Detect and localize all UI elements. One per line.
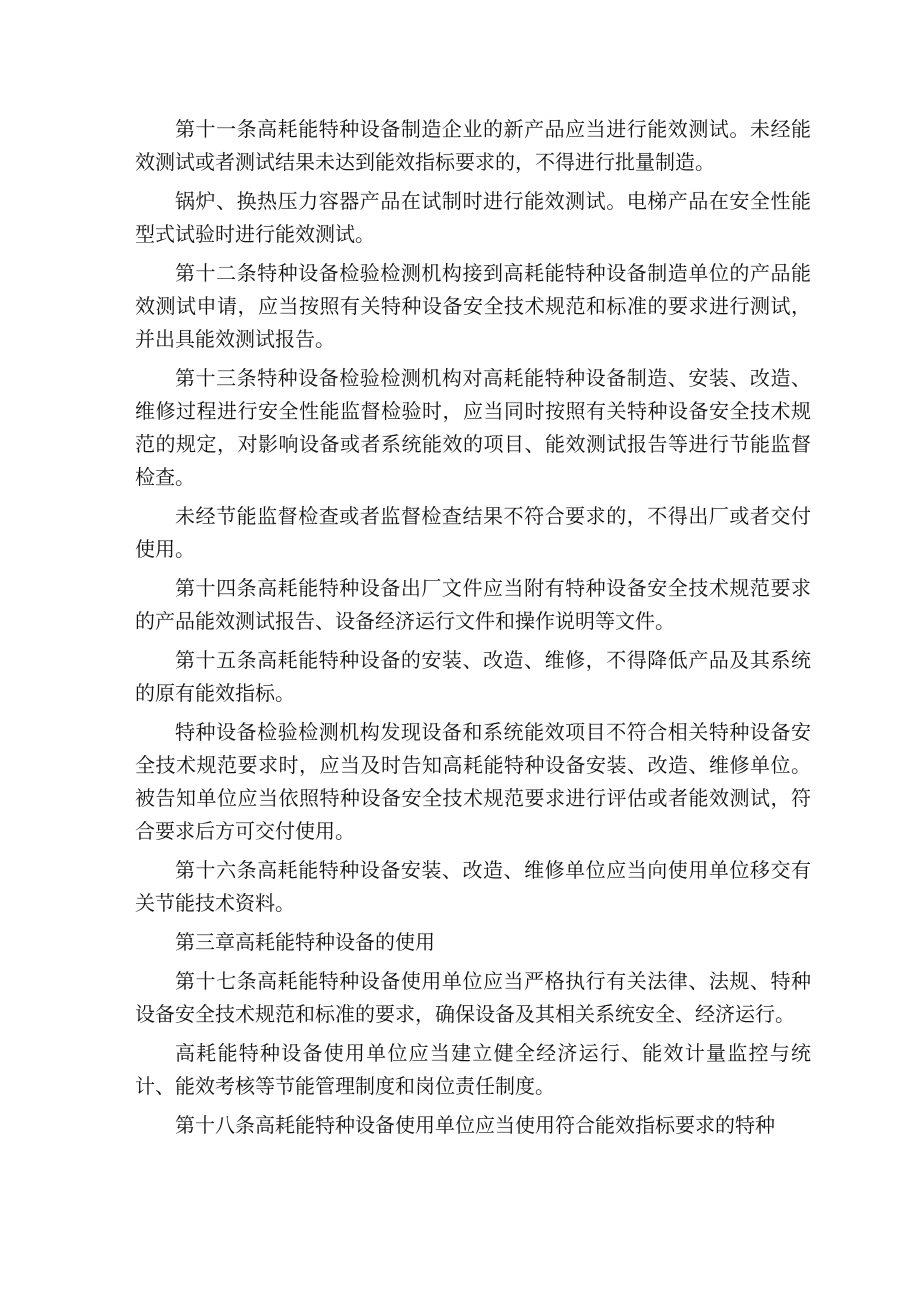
paragraph-nonconformity-notice: 特种设备检验检测机构发现设备和系统能效项目不符合相关特种设备安全技术规范要求时，应当及时告知高耗能特种设备安装、改造、维修单位。被告知单位应当依照特种设备安全技术规范要求进行评估或者能效测试，符合要求后方可交付使用。 xyxy=(135,720,811,843)
paragraph-article-15: 第十五条高耗能特种设备的安装、改造、维修，不得降低产品及其系统的原有能效指标。 xyxy=(135,648,811,705)
paragraph-article-17: 第十七条高耗能特种设备使用单位应当严格执行有关法律、法规、特种设备安全技术规范和标准的要求，确保设备及其相关系统安全、经济运行。 xyxy=(135,969,811,1026)
paragraph-boiler-testing: 锅炉、换热压力容器产品在试制时进行能效测试。电梯产品在安全性能型式试验时进行能效测试。 xyxy=(135,189,811,246)
paragraph-article-11: 第十一条高耗能特种设备制造企业的新产品应当进行能效测试。未经能效测试或者测试结果未达到能效指标要求的，不得进行批量制造。 xyxy=(135,117,811,174)
paragraph-article-16: 第十六条高耗能特种设备安装、改造、维修单位应当向使用单位移交有关节能技术资料。 xyxy=(135,858,811,915)
paragraph-management-system: 高耗能特种设备使用单位应当建立健全经济运行、能效计量监控与统计、能效考核等节能管理制度和岗位责任制度。 xyxy=(135,1041,811,1098)
document-page xyxy=(135,113,811,1142)
chapter-heading: 第三章高耗能特种设备的使用 xyxy=(175,930,435,954)
paragraph-inspection-requirement: 未经节能监督检查或者监督检查结果不符合要求的，不得出厂或者交付使用。 xyxy=(135,504,811,561)
paragraph-article-14: 第十四条高耗能特种设备出厂文件应当附有特种设备安全技术规范要求的产品能效测试报告、设备经济运行文件和操作说明等文件。 xyxy=(135,576,811,633)
paragraph-article-13: 第十三条特种设备检验检测机构对高耗能特种设备制造、安装、改造、维修过程进行安全性能监督检验时，应当同时按照有关特种设备安全技术规范的规定，对影响设备或者系统能效的项目、能效测试报告等进行节能监督检查。 xyxy=(135,366,811,489)
paragraph-article-12: 第十二条特种设备检验检测机构接到高耗能特种设备制造单位的产品能效测试申请，应当按照有关特种设备安全技术规范和标准的要求进行测试，并出具能效测试报告。 xyxy=(135,261,811,351)
paragraph-article-18: 第十八条高耗能特种设备使用单位应当使用符合能效指标要求的特种 xyxy=(175,1113,775,1137)
